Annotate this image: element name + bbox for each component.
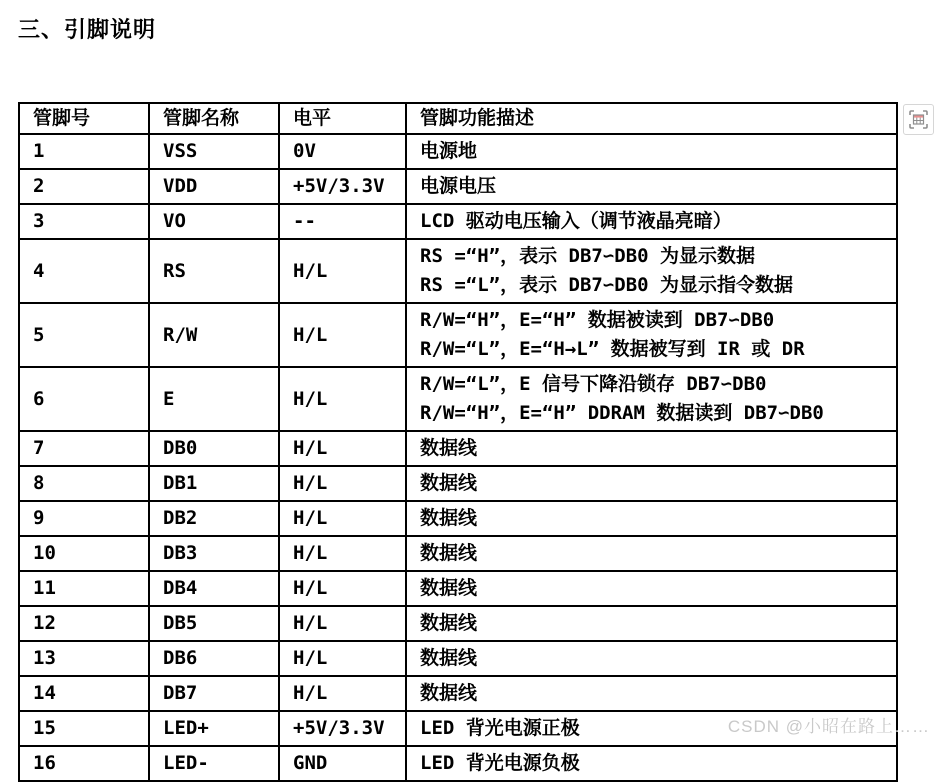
table-row: [19, 641, 897, 676]
cell-pin-no: 16: [19, 746, 149, 781]
cell-pin-no: 2: [19, 169, 149, 204]
cell-level: H/L: [279, 501, 406, 536]
cell-function-desc: [406, 303, 897, 367]
desc-line: 数据线: [420, 507, 478, 529]
cell-level: GND: [279, 746, 406, 781]
cell-pin-no: 9: [19, 501, 149, 536]
cell-pin-no: 3: [19, 204, 149, 239]
desc-line: LCD 驱动电压输入（调节液晶亮暗）: [420, 210, 732, 232]
desc-line: 数据线: [420, 437, 478, 459]
table-row: [19, 204, 897, 239]
cell-level: +5V/3.3V: [279, 711, 406, 746]
desc-line: R/W=“H”，E=“H” 数据被读到 DB7∽DB0: [420, 309, 775, 331]
cell-function-desc: [406, 676, 897, 711]
column-header-pin-no: 管脚号: [19, 103, 149, 134]
column-header-function: 管脚功能描述: [406, 103, 897, 134]
desc-line: 数据线: [420, 542, 478, 564]
table-row: [19, 239, 897, 303]
cell-pin-no: 12: [19, 606, 149, 641]
desc-line: RS =“L”，表示 DB7∽DB0 为显示指令数据: [420, 274, 794, 296]
table-row: [19, 303, 897, 367]
desc-line: 数据线: [420, 612, 478, 634]
cell-pin-name: DB5: [149, 606, 279, 641]
cell-level: H/L: [279, 571, 406, 606]
cell-level: H/L: [279, 606, 406, 641]
cell-function-desc: [406, 746, 897, 781]
cell-level: H/L: [279, 641, 406, 676]
cell-level: H/L: [279, 239, 406, 303]
cell-pin-name: DB4: [149, 571, 279, 606]
cell-pin-name: VO: [149, 204, 279, 239]
cell-pin-name: DB2: [149, 501, 279, 536]
desc-line: 数据线: [420, 682, 478, 704]
cell-function-desc: [406, 367, 897, 431]
cell-pin-no: 7: [19, 431, 149, 466]
cell-pin-name: DB0: [149, 431, 279, 466]
cell-pin-name: DB3: [149, 536, 279, 571]
pin-description-table: [18, 102, 898, 782]
cell-level: H/L: [279, 676, 406, 711]
cell-level: H/L: [279, 466, 406, 501]
cell-function-desc: [406, 466, 897, 501]
cell-function-desc: [406, 204, 897, 239]
table-row: [19, 501, 897, 536]
cell-pin-no: 10: [19, 536, 149, 571]
cell-level: H/L: [279, 536, 406, 571]
cell-pin-name: VSS: [149, 134, 279, 169]
table-row: [19, 571, 897, 606]
column-header-pin-name: 管脚名称: [149, 103, 279, 134]
cell-pin-no: 11: [19, 571, 149, 606]
cell-function-desc: [406, 169, 897, 204]
cell-pin-name: LED+: [149, 711, 279, 746]
cell-pin-name: DB7: [149, 676, 279, 711]
desc-line: 数据线: [420, 577, 478, 599]
cell-function-desc: [406, 641, 897, 676]
cell-pin-no: 6: [19, 367, 149, 431]
table-fullscreen-button[interactable]: [903, 104, 934, 135]
desc-line: R/W=“L”，E 信号下降沿锁存 DB7∽DB0: [420, 373, 767, 395]
table-header-row: [19, 103, 897, 134]
cell-function-desc: [406, 606, 897, 641]
cell-function-desc: [406, 536, 897, 571]
desc-line: LED 背光电源负极: [420, 752, 580, 774]
cell-level: +5V/3.3V: [279, 169, 406, 204]
watermark: CSDN @小昭在路上……: [727, 717, 930, 736]
desc-line: R/W=“H”，E=“H” DDRAM 数据读到 DB7∽DB0: [420, 402, 824, 424]
cell-pin-name: R/W: [149, 303, 279, 367]
cell-pin-no: 15: [19, 711, 149, 746]
cell-pin-name: LED-: [149, 746, 279, 781]
cell-pin-name: RS: [149, 239, 279, 303]
table-row: [19, 169, 897, 204]
table-row: [19, 466, 897, 501]
cell-pin-no: 4: [19, 239, 149, 303]
table-row: [19, 367, 897, 431]
cell-pin-name: DB6: [149, 641, 279, 676]
desc-line: 电源电压: [420, 175, 497, 197]
desc-line: 电源地: [420, 140, 478, 162]
cell-function-desc: [406, 501, 897, 536]
table-row: [19, 134, 897, 169]
cell-level: H/L: [279, 431, 406, 466]
cell-level: H/L: [279, 367, 406, 431]
table-fullscreen-icon: [908, 109, 929, 130]
cell-pin-no: 8: [19, 466, 149, 501]
cell-function-desc: [406, 239, 897, 303]
table-row: [19, 536, 897, 571]
cell-pin-name: VDD: [149, 169, 279, 204]
cell-function-desc: [406, 571, 897, 606]
desc-line: 数据线: [420, 472, 478, 494]
cell-level: --: [279, 204, 406, 239]
cell-pin-no: 5: [19, 303, 149, 367]
cell-level: H/L: [279, 303, 406, 367]
table-row: [19, 431, 897, 466]
desc-line: 数据线: [420, 647, 478, 669]
cell-level: 0V: [279, 134, 406, 169]
cell-pin-no: 14: [19, 676, 149, 711]
desc-line: LED 背光电源正极: [420, 717, 580, 739]
table-row: [19, 676, 897, 711]
desc-line: R/W=“L”，E=“H→L” 数据被写到 IR 或 DR: [420, 338, 805, 360]
cell-pin-no: 13: [19, 641, 149, 676]
cell-pin-name: E: [149, 367, 279, 431]
desc-line: RS =“H”，表示 DB7∽DB0 为显示数据: [420, 245, 756, 267]
table-row: [19, 606, 897, 641]
page-title: 三、引脚说明: [18, 17, 157, 42]
cell-pin-name: DB1: [149, 466, 279, 501]
table-row: [19, 746, 897, 781]
cell-function-desc: [406, 431, 897, 466]
column-header-level: 电平: [279, 103, 406, 134]
cell-function-desc: [406, 134, 897, 169]
cell-pin-no: 1: [19, 134, 149, 169]
